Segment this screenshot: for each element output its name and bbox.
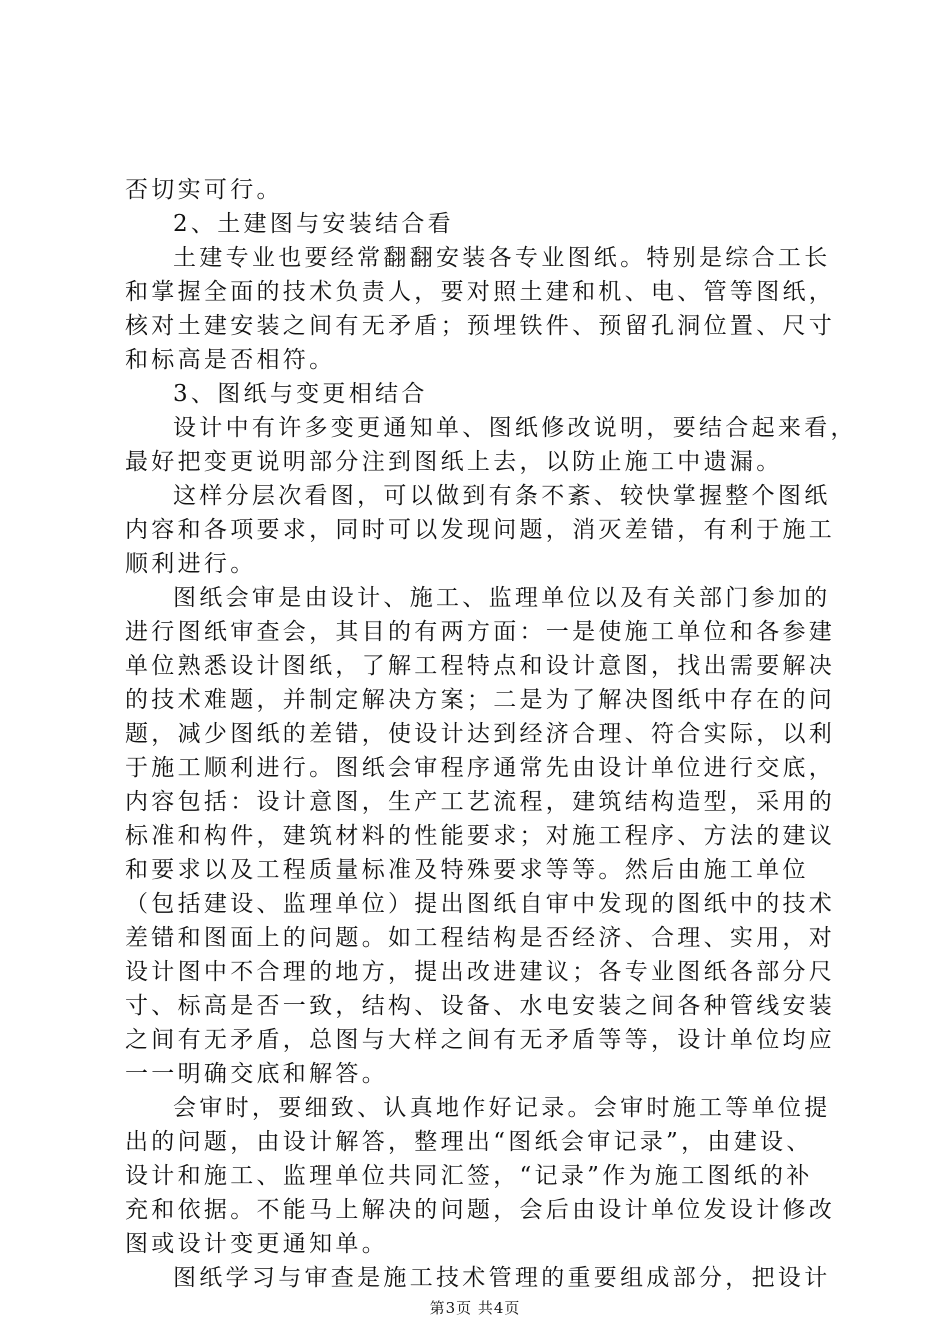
text-line: 出的问题，由设计解答，整理出“图纸会审记录”，由建设、	[125, 1129, 813, 1155]
text-line: 和标高是否相符。	[125, 347, 336, 373]
page-number-footer: 第3页 共4页	[429, 1299, 521, 1317]
text-line: 一一明确交底和解答。	[125, 1061, 388, 1087]
text-line: 内容包括：设计意图，生产工艺流程，建筑结构造型，采用的	[125, 789, 836, 815]
text-line: （包括建设、监理单位）提出图纸自审中发现的图纸中的技术	[125, 891, 836, 917]
text-line: 差错和图面上的问题。如工程结构是否经济、合理、实用，对	[125, 925, 836, 951]
text-line: 图或设计变更通知单。	[125, 1231, 388, 1257]
text-line: 图纸学习与审查是施工技术管理的重要组成部分，把设计	[173, 1265, 831, 1291]
text-line: 和掌握全面的技术负责人，要对照土建和机、电、管等图纸，	[125, 279, 836, 305]
section-heading: 2、土建图与安装结合看	[173, 211, 454, 237]
text-line: 最好把变更说明部分注到图纸上去，以防止施工中遗漏。	[125, 449, 783, 475]
text-line: 和要求以及工程质量标准及特殊要求等等。然后由施工单位	[125, 857, 809, 883]
text-line: 充和依据。不能马上解决的问题，会后由设计单位发设计修改	[125, 1197, 836, 1223]
text-line: 土建专业也要经常翻翻安装各专业图纸。特别是综合工长	[173, 245, 831, 271]
text-line: 于施工顺利进行。图纸会审程序通常先由设计单位进行交底，	[125, 755, 836, 781]
text-line: 核对土建安装之间有无矛盾；预埋铁件、预留孔洞位置、尺寸	[125, 313, 836, 339]
text-line: 设计和施工、监理单位共同汇签，“记录”作为施工图纸的补	[125, 1163, 813, 1189]
text-line: 之间有无矛盾，总图与大样之间有无矛盾等等，设计单位均应	[125, 1027, 836, 1053]
text-line: 设计中有许多变更通知单、图纸修改说明，要结合起来看，	[173, 415, 857, 441]
text-line: 单位熟悉设计图纸，了解工程特点和设计意图，找出需要解决	[125, 653, 836, 679]
text-line: 设计图中不合理的地方，提出改进建议；各专业图纸各部分尺	[125, 959, 836, 985]
text-line: 内容和各项要求，同时可以发现问题，消灭差错，有利于施工	[125, 517, 836, 543]
text-line: 的技术难题，并制定解决方案；二是为了解决图纸中存在的问	[125, 687, 836, 713]
text-line: 这样分层次看图，可以做到有条不紊、较快掌握整个图纸	[173, 483, 831, 509]
text-line: 题，减少图纸的差错，使设计达到经济合理、符合实际，以利	[125, 721, 836, 747]
text-line: 会审时，要细致、认真地作好记录。会审时施工等单位提	[173, 1095, 831, 1121]
text-line: 否切实可行。	[125, 177, 283, 203]
section-heading: 3、图纸与变更相结合	[173, 381, 428, 407]
text-line: 图纸会审是由设计、施工、监理单位以及有关部门参加的	[173, 585, 831, 611]
text-line: 进行图纸审查会，其目的有两方面：一是使施工单位和各参建	[125, 619, 836, 645]
text-line: 标准和构件，建筑材料的性能要求；对施工程序、方法的建议	[125, 823, 836, 849]
text-line: 顺利进行。	[125, 551, 257, 577]
text-line: 寸、标高是否一致，结构、设备、水电安装之间各种管线安装	[125, 993, 836, 1019]
